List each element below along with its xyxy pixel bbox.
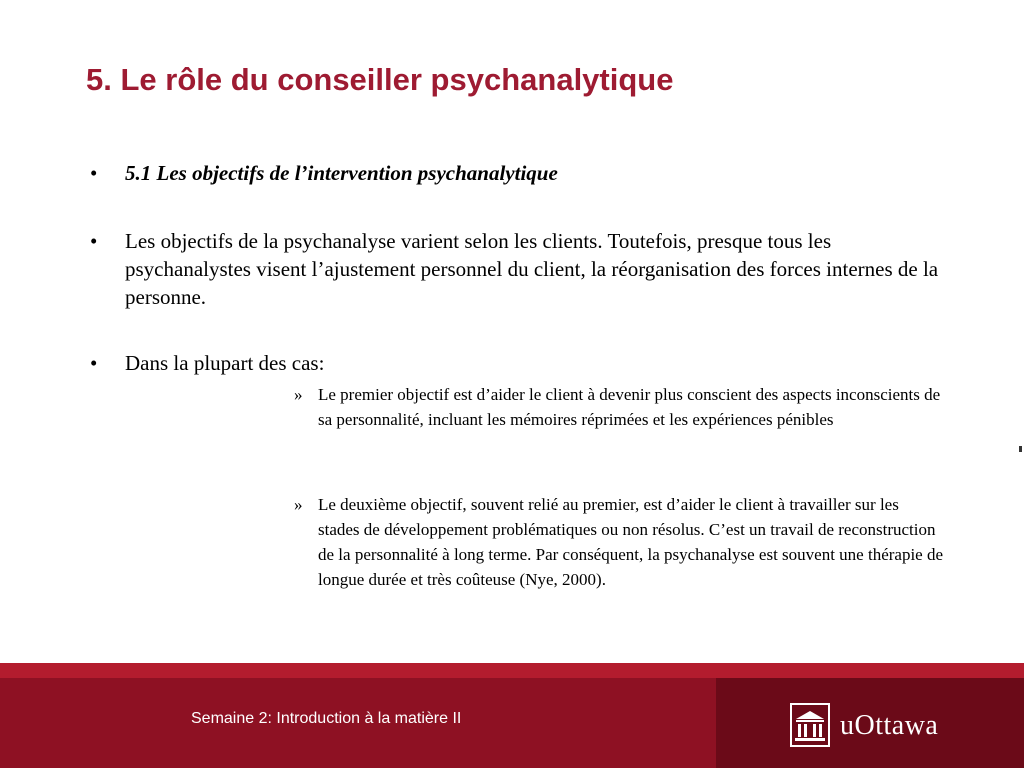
footer-accent-stripe [0,663,1024,678]
building-columns-icon [790,703,830,747]
sub-bullet-mark: » [294,495,303,514]
bullet-item-objectives [90,227,950,311]
logo-wordmark: uOttawa [840,710,939,741]
sub-bullet-text: Le deuxième objectif, souvent relié au premier, est d’aider le client à travailler sur les stades de développement problématiques ou non résolus. C’est un travail de reconstruction de la personnalité à long terme. Par conséquent, la psychanalyse est souvent une thérapie de longue durée et très coûteuse (Nye, 2000). [318,495,944,589]
slide-title: 5. Le rôle du conseiller psychanalytique [86,62,674,97]
bullet-item-heading [90,159,950,187]
bullet-text: Dans la plupart des cas: [125,351,325,375]
sub-bullet-text: Le premier objectif est d’aider le client à devenir plus conscient des aspects inconscients de sa personnalité, incluant les mémoires réprimées et les expériences pénibles [318,385,941,429]
edge-mark [1019,446,1022,452]
bullet-item-cases [90,349,950,377]
bullet-mark: • [90,229,98,253]
footer-caption: Semaine 2: Introduction à la matière II [191,710,462,727]
footer-bar [0,663,1024,768]
bullet-mark: • [90,351,98,375]
bullet-text: 5.1 Les objectifs de l’intervention psychanalytique [125,161,558,185]
bullet-text: Les objectifs de la psychanalyse varient selon les clients. Toutefois, presque tous les psychanalystes visent l’ajustement personnel du client, la réorganisation des forces internes de la personne. [125,229,939,309]
bullet-mark: • [90,161,98,185]
sub-bullet-first-objective [294,382,944,432]
sub-bullet-mark: » [294,385,303,404]
sub-bullet-second-objective [294,492,944,592]
